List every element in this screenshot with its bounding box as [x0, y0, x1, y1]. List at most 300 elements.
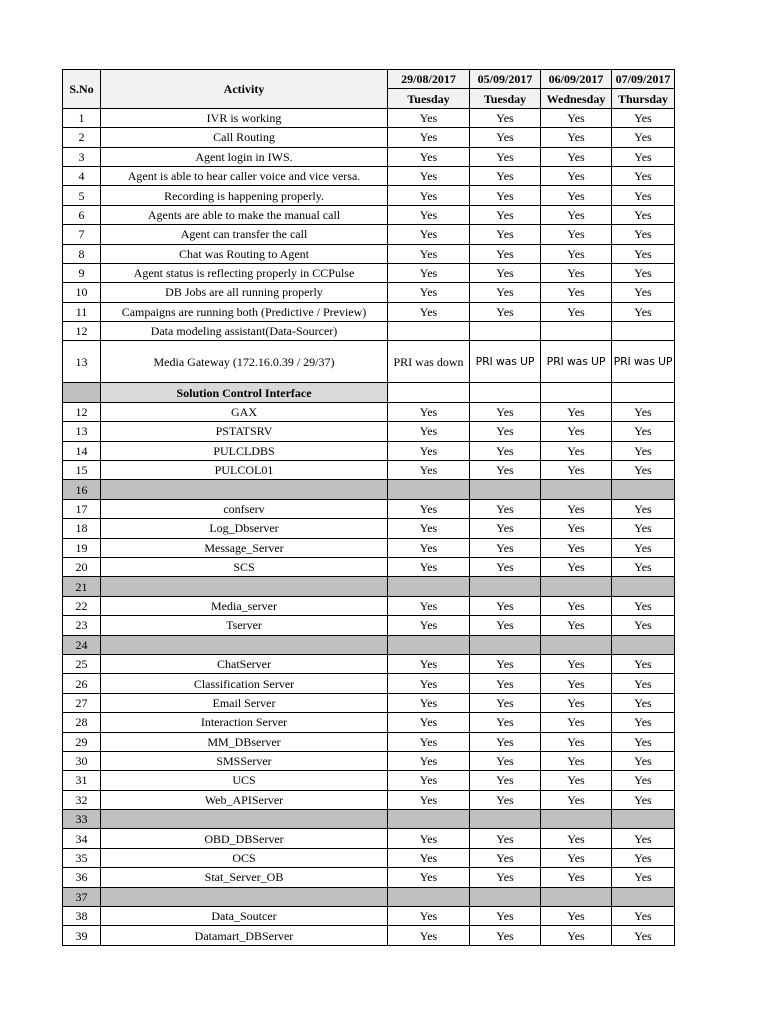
status-cell — [541, 577, 612, 596]
status-cell: Yes — [612, 519, 675, 538]
status-cell: Yes — [388, 283, 470, 302]
status-cell — [388, 322, 470, 341]
status-cell: Yes — [541, 616, 612, 635]
status-cell — [470, 480, 541, 499]
sno-cell: 29 — [63, 732, 101, 751]
status-cell: Yes — [388, 654, 470, 673]
status-cell: Yes — [388, 538, 470, 557]
table-row — [63, 225, 675, 244]
status-cell: Yes — [541, 829, 612, 848]
sno-cell: 7 — [63, 225, 101, 244]
sno-cell: 16 — [63, 480, 101, 499]
group-separator-row — [63, 480, 675, 499]
table-row — [63, 461, 675, 480]
activity-cell: Email Server — [101, 693, 388, 712]
activity-cell: Stat_Server_OB — [101, 868, 388, 887]
sno-cell: 26 — [63, 674, 101, 693]
sno-cell: 23 — [63, 616, 101, 635]
activity-cell: Agent status is reflecting properly in CCPulse — [101, 263, 388, 282]
table-row — [63, 205, 675, 224]
table-row — [63, 147, 675, 166]
day-header: Thursday — [612, 89, 675, 108]
activity-cell: ChatServer — [101, 654, 388, 673]
sno-cell: 20 — [63, 557, 101, 576]
status-cell — [612, 887, 675, 906]
activity-cell: MM_DBserver — [101, 732, 388, 751]
activity-checklist-table — [62, 69, 675, 946]
status-cell — [470, 887, 541, 906]
status-cell: Yes — [612, 674, 675, 693]
table-row — [63, 538, 675, 557]
sno-cell: 39 — [63, 926, 101, 945]
status-cell: Yes — [541, 147, 612, 166]
status-cell: Yes — [612, 751, 675, 770]
date-header: 06/09/2017 — [541, 70, 612, 89]
day-header: Tuesday — [388, 89, 470, 108]
table-row — [63, 283, 675, 302]
status-cell — [388, 887, 470, 906]
status-cell: Yes — [541, 225, 612, 244]
status-cell: Yes — [470, 283, 541, 302]
sno-cell: 10 — [63, 283, 101, 302]
status-cell: Yes — [612, 108, 675, 127]
activity-cell — [101, 577, 388, 596]
status-cell: Yes — [541, 751, 612, 770]
sno-cell: 25 — [63, 654, 101, 673]
sno-cell — [63, 383, 101, 402]
table-row — [63, 926, 675, 945]
sno-cell: 1 — [63, 108, 101, 127]
status-cell: Yes — [470, 654, 541, 673]
status-cell — [541, 480, 612, 499]
status-cell: Yes — [388, 128, 470, 147]
status-cell: Yes — [612, 616, 675, 635]
status-cell: Yes — [541, 771, 612, 790]
status-cell: Yes — [612, 557, 675, 576]
table-row — [63, 557, 675, 576]
status-cell: Yes — [612, 128, 675, 147]
group-separator-row — [63, 810, 675, 829]
date-header: 29/08/2017 — [388, 70, 470, 89]
status-cell: Yes — [612, 186, 675, 205]
status-cell — [470, 383, 541, 402]
status-cell: Yes — [612, 205, 675, 224]
sno-cell: 31 — [63, 771, 101, 790]
activity-cell: Message_Server — [101, 538, 388, 557]
group-separator-row — [63, 577, 675, 596]
activity-cell: Agents are able to make the manual call — [101, 205, 388, 224]
sno-cell: 18 — [63, 519, 101, 538]
status-cell: Yes — [470, 596, 541, 615]
activity-cell: Agent can transfer the call — [101, 225, 388, 244]
date-header: 05/09/2017 — [470, 70, 541, 89]
activity-cell: PSTATSRV — [101, 422, 388, 441]
table-row — [63, 263, 675, 282]
status-cell: Yes — [541, 461, 612, 480]
sno-cell: 37 — [63, 887, 101, 906]
status-cell: Yes — [470, 441, 541, 460]
status-cell: Yes — [388, 713, 470, 732]
status-cell: Yes — [470, 674, 541, 693]
sno-cell: 38 — [63, 907, 101, 926]
day-header: Tuesday — [470, 89, 541, 108]
status-cell: Yes — [388, 771, 470, 790]
status-cell: Yes — [541, 713, 612, 732]
status-cell — [388, 480, 470, 499]
table-row — [63, 771, 675, 790]
status-cell — [612, 577, 675, 596]
sno-cell: 33 — [63, 810, 101, 829]
table-row — [63, 693, 675, 712]
status-cell: Yes — [612, 147, 675, 166]
status-cell: Yes — [612, 926, 675, 945]
status-cell: Yes — [470, 263, 541, 282]
table-row — [63, 322, 675, 341]
status-cell — [388, 383, 470, 402]
table-row — [63, 441, 675, 460]
status-cell: Yes — [470, 771, 541, 790]
sno-cell: 15 — [63, 461, 101, 480]
status-cell: Yes — [541, 519, 612, 538]
table-row — [63, 186, 675, 205]
activity-cell: UCS — [101, 771, 388, 790]
status-cell: Yes — [612, 225, 675, 244]
status-cell: Yes — [470, 186, 541, 205]
status-cell: Yes — [541, 557, 612, 576]
activity-cell: Data modeling assistant(Data-Sourcer) — [101, 322, 388, 341]
sno-cell: 32 — [63, 790, 101, 809]
activity-cell: DB Jobs are all running properly — [101, 283, 388, 302]
status-cell: Yes — [470, 128, 541, 147]
status-cell: Yes — [470, 829, 541, 848]
activity-cell: Data_Soutcer — [101, 907, 388, 926]
status-cell: Yes — [541, 186, 612, 205]
status-cell — [541, 383, 612, 402]
status-cell: Yes — [470, 225, 541, 244]
activity-cell: Campaigns are running both (Predictive / Preview) — [101, 302, 388, 321]
status-cell: Yes — [470, 166, 541, 185]
status-cell: Yes — [541, 790, 612, 809]
status-cell: Yes — [541, 166, 612, 185]
sno-cell: 5 — [63, 186, 101, 205]
table-row — [63, 422, 675, 441]
status-cell: Yes — [470, 790, 541, 809]
status-cell: Yes — [541, 868, 612, 887]
table-row — [63, 848, 675, 867]
sno-cell: 17 — [63, 499, 101, 518]
status-cell: Yes — [541, 402, 612, 421]
status-cell: Yes — [612, 790, 675, 809]
activity-cell: Tserver — [101, 616, 388, 635]
sno-cell: 35 — [63, 848, 101, 867]
table-row — [63, 790, 675, 809]
status-cell — [388, 810, 470, 829]
status-cell: Yes — [541, 538, 612, 557]
status-cell: Yes — [612, 422, 675, 441]
activity-cell: Chat was Routing to Agent — [101, 244, 388, 263]
status-cell: PRI was UP — [612, 341, 675, 383]
status-cell: Yes — [612, 499, 675, 518]
table-row — [63, 732, 675, 751]
status-cell: Yes — [388, 244, 470, 263]
group-separator-row — [63, 635, 675, 654]
sno-cell: 13 — [63, 422, 101, 441]
status-cell: Yes — [612, 654, 675, 673]
status-cell: Yes — [541, 283, 612, 302]
status-cell: Yes — [470, 244, 541, 263]
status-cell: Yes — [470, 402, 541, 421]
status-cell: Yes — [388, 499, 470, 518]
status-cell: Yes — [388, 461, 470, 480]
status-cell: Yes — [612, 848, 675, 867]
status-cell: Yes — [612, 596, 675, 615]
activity-cell: Agent is able to hear caller voice and vice versa. — [101, 166, 388, 185]
activity-cell: SMSServer — [101, 751, 388, 770]
activity-cell — [101, 810, 388, 829]
activity-cell: confserv — [101, 499, 388, 518]
activity-cell — [101, 635, 388, 654]
status-cell: Yes — [541, 128, 612, 147]
status-cell: Yes — [470, 732, 541, 751]
sno-cell: 8 — [63, 244, 101, 263]
status-cell: Yes — [388, 848, 470, 867]
status-cell: Yes — [541, 205, 612, 224]
table-row — [63, 302, 675, 321]
activity-header: Activity — [101, 70, 388, 109]
status-cell — [470, 635, 541, 654]
status-cell: Yes — [612, 402, 675, 421]
status-cell: Yes — [612, 538, 675, 557]
status-cell: Yes — [388, 225, 470, 244]
status-cell — [388, 635, 470, 654]
status-cell: Yes — [388, 751, 470, 770]
table-row — [63, 341, 675, 383]
status-cell — [470, 322, 541, 341]
status-cell: Yes — [470, 926, 541, 945]
status-cell: Yes — [388, 868, 470, 887]
status-cell — [541, 887, 612, 906]
status-cell: Yes — [470, 616, 541, 635]
status-cell: Yes — [470, 907, 541, 926]
status-cell — [541, 810, 612, 829]
status-cell — [612, 322, 675, 341]
status-cell: Yes — [470, 205, 541, 224]
sno-cell: 30 — [63, 751, 101, 770]
status-cell: Yes — [612, 441, 675, 460]
status-cell: Yes — [388, 732, 470, 751]
status-cell: Yes — [470, 422, 541, 441]
table-row — [63, 751, 675, 770]
status-cell: Yes — [541, 848, 612, 867]
status-cell: PRI was UP — [541, 341, 612, 383]
status-cell: Yes — [388, 674, 470, 693]
status-cell: Yes — [541, 263, 612, 282]
status-cell: Yes — [388, 616, 470, 635]
status-cell: Yes — [541, 108, 612, 127]
sno-cell: 13 — [63, 341, 101, 383]
status-cell: Yes — [541, 244, 612, 263]
table-row — [63, 519, 675, 538]
status-cell: Yes — [470, 302, 541, 321]
activity-cell: SCS — [101, 557, 388, 576]
activity-cell — [101, 887, 388, 906]
status-cell: Yes — [612, 302, 675, 321]
status-cell: Yes — [541, 926, 612, 945]
status-cell: Yes — [612, 693, 675, 712]
status-cell: Yes — [541, 674, 612, 693]
status-cell: Yes — [388, 596, 470, 615]
status-cell: Yes — [388, 108, 470, 127]
table-row — [63, 829, 675, 848]
status-cell: PRI was UP — [470, 341, 541, 383]
status-cell: Yes — [388, 205, 470, 224]
sno-cell: 34 — [63, 829, 101, 848]
status-cell: Yes — [541, 302, 612, 321]
status-cell: Yes — [388, 422, 470, 441]
status-cell: Yes — [541, 907, 612, 926]
status-cell — [541, 635, 612, 654]
status-cell: Yes — [388, 402, 470, 421]
activity-cell: Agent login in IWS. — [101, 147, 388, 166]
activity-cell: Datamart_DBServer — [101, 926, 388, 945]
group-separator-row — [63, 887, 675, 906]
status-cell — [612, 383, 675, 402]
status-cell: Yes — [388, 186, 470, 205]
table-row — [63, 674, 675, 693]
status-cell: Yes — [388, 829, 470, 848]
sno-cell: 28 — [63, 713, 101, 732]
table-row — [63, 108, 675, 127]
table-row — [63, 128, 675, 147]
sno-cell: 12 — [63, 322, 101, 341]
sno-cell: 27 — [63, 693, 101, 712]
activity-cell: Log_Dbserver — [101, 519, 388, 538]
status-cell: Yes — [470, 751, 541, 770]
status-cell: Yes — [541, 654, 612, 673]
status-cell: Yes — [612, 771, 675, 790]
sno-cell: 4 — [63, 166, 101, 185]
status-cell — [541, 322, 612, 341]
status-cell: Yes — [612, 907, 675, 926]
status-cell: Yes — [388, 926, 470, 945]
sno-cell: 6 — [63, 205, 101, 224]
sno-cell: 36 — [63, 868, 101, 887]
day-header: Wednesday — [541, 89, 612, 108]
status-cell: Yes — [470, 848, 541, 867]
sno-cell: 19 — [63, 538, 101, 557]
status-cell: Yes — [470, 693, 541, 712]
table-row — [63, 596, 675, 615]
status-cell: Yes — [612, 461, 675, 480]
activity-cell: GAX — [101, 402, 388, 421]
sno-cell: 21 — [63, 577, 101, 596]
status-cell: Yes — [388, 147, 470, 166]
sno-cell: 12 — [63, 402, 101, 421]
table-row — [63, 244, 675, 263]
status-cell: Yes — [388, 519, 470, 538]
status-cell: Yes — [612, 829, 675, 848]
table-row — [63, 166, 675, 185]
header-row-dates — [63, 70, 675, 89]
status-cell: Yes — [388, 907, 470, 926]
status-cell: Yes — [541, 441, 612, 460]
activity-cell: IVR is working — [101, 108, 388, 127]
status-cell: Yes — [388, 302, 470, 321]
status-cell: Yes — [388, 263, 470, 282]
status-cell — [470, 577, 541, 596]
activity-cell: Call Routing — [101, 128, 388, 147]
table-row — [63, 499, 675, 518]
status-cell: Yes — [612, 166, 675, 185]
status-cell: Yes — [388, 166, 470, 185]
status-cell — [388, 577, 470, 596]
status-cell: Yes — [470, 519, 541, 538]
section-title: Solution Control Interface — [101, 383, 388, 402]
status-cell: Yes — [388, 790, 470, 809]
table-row — [63, 907, 675, 926]
status-cell: Yes — [612, 732, 675, 751]
status-cell — [612, 480, 675, 499]
status-cell: Yes — [470, 461, 541, 480]
status-cell: Yes — [612, 868, 675, 887]
activity-cell: PULCLDBS — [101, 441, 388, 460]
sno-cell: 14 — [63, 441, 101, 460]
sno-cell: 9 — [63, 263, 101, 282]
status-cell: Yes — [541, 693, 612, 712]
status-cell: Yes — [470, 557, 541, 576]
status-cell: Yes — [470, 499, 541, 518]
status-cell: Yes — [388, 441, 470, 460]
activity-cell: Interaction Server — [101, 713, 388, 732]
status-cell — [470, 810, 541, 829]
sno-header: S.No — [63, 70, 101, 109]
status-cell: Yes — [470, 713, 541, 732]
activity-cell: PULCOL01 — [101, 461, 388, 480]
status-cell: Yes — [541, 422, 612, 441]
status-cell — [612, 810, 675, 829]
date-header: 07/09/2017 — [612, 70, 675, 89]
section-header-row — [63, 383, 675, 402]
status-cell: Yes — [612, 713, 675, 732]
sno-cell: 2 — [63, 128, 101, 147]
status-cell: Yes — [470, 108, 541, 127]
status-cell: Yes — [612, 283, 675, 302]
status-cell: Yes — [470, 868, 541, 887]
table-row — [63, 616, 675, 635]
status-cell: Yes — [541, 596, 612, 615]
status-cell: PRI was down — [388, 341, 470, 383]
table-row — [63, 713, 675, 732]
sno-cell: 3 — [63, 147, 101, 166]
status-cell: Yes — [470, 147, 541, 166]
status-cell: Yes — [612, 263, 675, 282]
status-cell: Yes — [541, 732, 612, 751]
table-row — [63, 868, 675, 887]
sno-cell: 11 — [63, 302, 101, 321]
activity-cell: Recording is happening properly. — [101, 186, 388, 205]
status-cell: Yes — [388, 693, 470, 712]
activity-cell: Media Gateway (172.16.0.39 / 29/37) — [101, 341, 388, 383]
status-cell: Yes — [612, 244, 675, 263]
status-cell: Yes — [541, 499, 612, 518]
activity-cell: Media_server — [101, 596, 388, 615]
status-cell: Yes — [388, 557, 470, 576]
table-row — [63, 654, 675, 673]
activity-cell: OBD_DBServer — [101, 829, 388, 848]
activity-cell — [101, 480, 388, 499]
activity-cell: Classification Server — [101, 674, 388, 693]
sno-cell: 22 — [63, 596, 101, 615]
